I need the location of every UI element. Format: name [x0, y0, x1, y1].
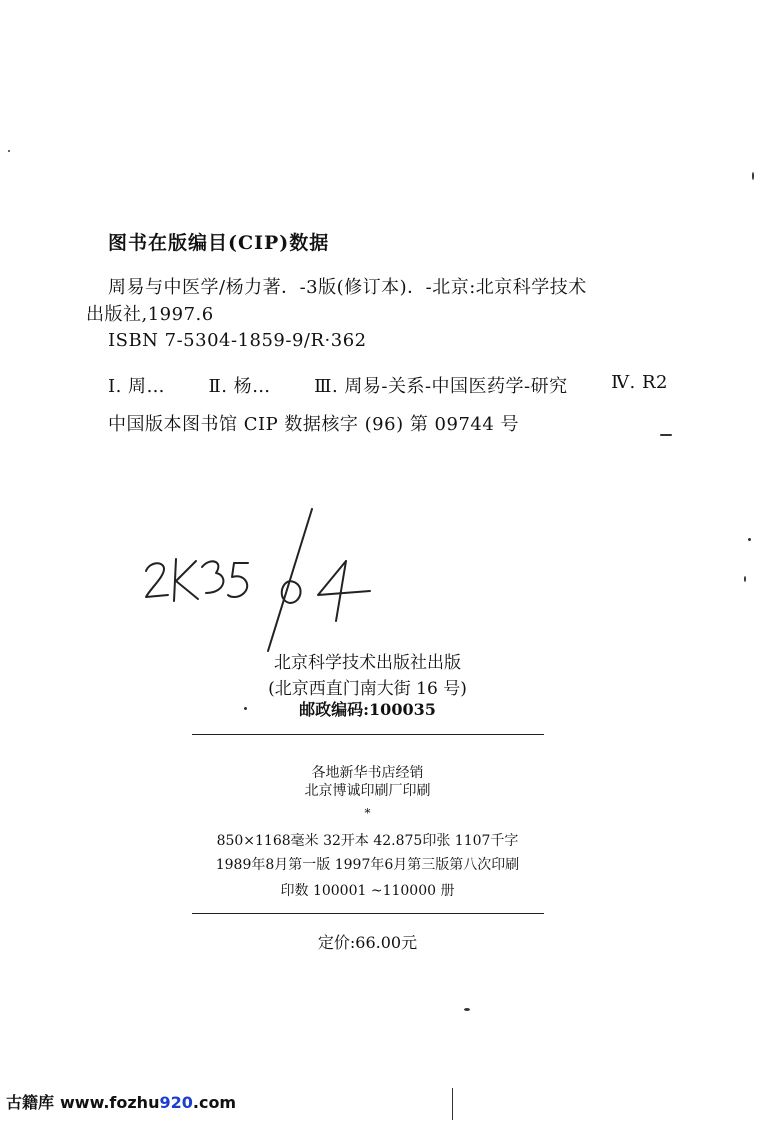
- site-url[interactable]: www.fozhu920.com: [60, 1093, 237, 1112]
- separator-asterisk: *: [364, 806, 371, 820]
- scan-speck: [744, 576, 746, 582]
- publisher-address: (北京西直门南大街 16 号): [268, 679, 467, 699]
- subject-2: Ⅱ. 杨…: [208, 376, 271, 397]
- divider-top: [192, 734, 544, 735]
- subject-4: Ⅳ. R2: [611, 372, 668, 393]
- scan-speck: [464, 1008, 470, 1011]
- cip-publisher-date: 出版社,1997.6: [86, 304, 214, 325]
- watermark-footer: [6, 1090, 236, 1113]
- scan-speck: [452, 1088, 453, 1120]
- postcode: 邮政编码:100035: [299, 700, 436, 719]
- print-specs: 850×1168毫米 32开本 42.875印张 1107千字: [216, 833, 519, 849]
- scan-speck: [748, 538, 751, 541]
- price: 定价:66.00元: [317, 933, 418, 952]
- printer: 北京博诚印刷厂印刷: [304, 783, 431, 799]
- print-run: 印数 100001 ~110000 册: [280, 883, 455, 899]
- cip-approval-number: 中国版本图书馆 CIP 数据核字 (96) 第 09744 号: [108, 414, 520, 435]
- cip-title: 图书在版编目(CIP)数据: [108, 232, 330, 254]
- scan-speck: [244, 707, 247, 710]
- cip-catalog-line: 周易与中医学/杨力著．-3版(修订本)．-北京:北京科学技术: [108, 277, 587, 298]
- scan-speck: [660, 434, 672, 436]
- site-name: 古籍库: [6, 1093, 55, 1112]
- publisher-name: 北京科学技术出版社出版: [274, 653, 461, 673]
- scan-speck: [8, 150, 10, 152]
- scan-speck: [752, 172, 754, 180]
- subject-3: Ⅲ. 周易-关系-中国医药学-研究: [314, 376, 568, 397]
- cip-subjects: [108, 372, 668, 398]
- divider-bottom: [192, 913, 544, 914]
- subject-1: Ⅰ. 周…: [108, 376, 166, 397]
- edition-info: 1989年8月第一版 1997年6月第三版第八次印刷: [215, 857, 520, 873]
- isbn: ISBN 7-5304-1859-9/R·362: [108, 330, 367, 351]
- handwritten-call-number: [140, 505, 380, 655]
- distributor: 各地新华书店经销: [311, 765, 424, 781]
